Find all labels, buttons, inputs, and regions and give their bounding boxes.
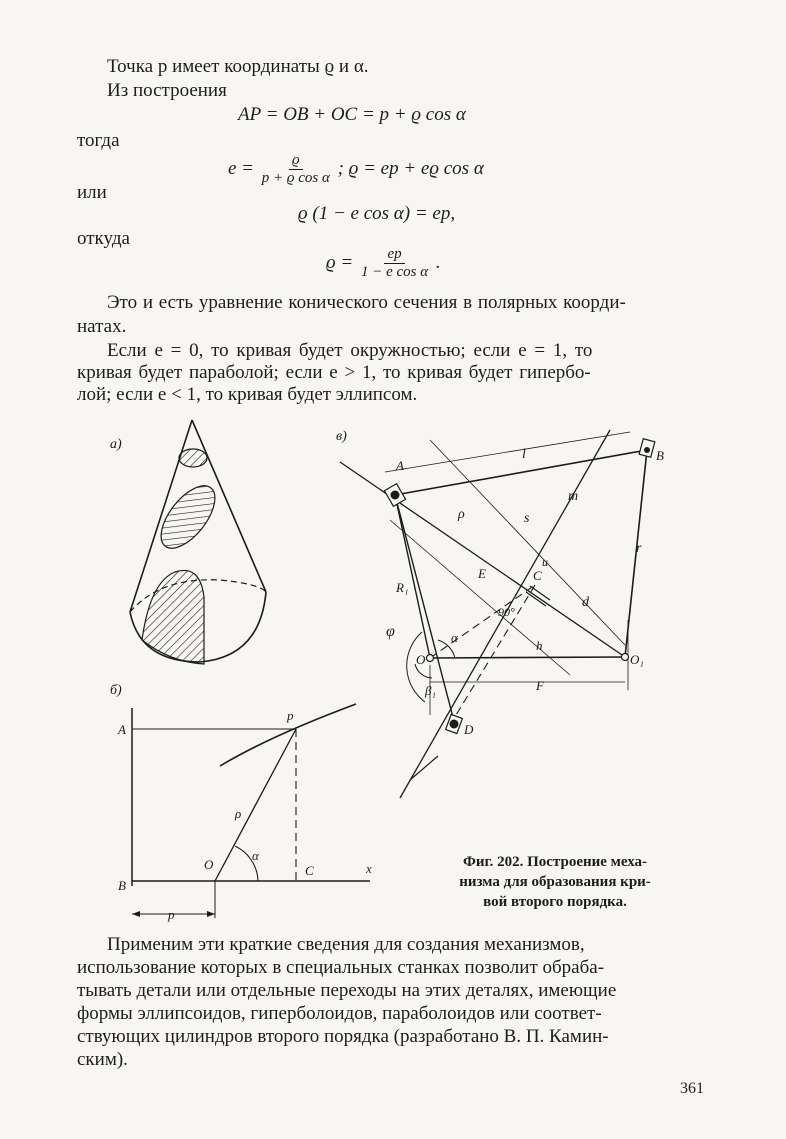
para3-line3: тывать детали или отдельные переходы на этих деталях, имеющие: [77, 980, 617, 1001]
cone-figure: [100, 412, 290, 672]
formula-final: ϱ = $\frac{ep}{\text{1 − e cos α}}$ .: [326, 246, 441, 280]
label-v: в): [336, 429, 347, 444]
mech-label-a: A: [396, 458, 404, 473]
mech-label-e: E: [478, 566, 486, 581]
mech-label-angle: 90°: [498, 605, 515, 619]
fraction-final: $\frac{ep}{\text{1 − e cos α}}$: [360, 246, 429, 280]
word-or: или: [77, 182, 107, 203]
figure-caption: Фиг. 202. Построение меха- низма для образования кри- вой второго порядка.: [459, 854, 651, 910]
graph-label-rho: ρ: [235, 806, 242, 821]
word-then: тогда: [77, 130, 120, 151]
fraction-e: $\frac{ϱ}{\text{p + ϱ cos α}}$: [261, 152, 330, 186]
mech-label-b: B: [656, 448, 664, 463]
label-b: б): [110, 683, 122, 698]
formula-ap: AP = OB + OC = p + ϱ cos α: [238, 104, 466, 125]
para2-line3: лой; если e < 1, то кривая будет эллипсом.: [77, 384, 418, 405]
mech-label-c: C: [533, 568, 542, 583]
mech-label-l: l: [522, 447, 526, 462]
mech-label-u: u: [542, 555, 548, 569]
mech-label-rho: ρ: [458, 507, 465, 522]
label-a: а): [110, 437, 122, 452]
para3-line2: использование которых в специальных станках позволит обраба-: [77, 957, 605, 978]
formula-rho: ϱ (1 − e cos α) = ep,: [298, 203, 456, 224]
graph-label-c: C: [305, 863, 314, 878]
graph-label-x: x: [366, 861, 372, 876]
mech-label-o: O: [416, 652, 426, 667]
para2-line2: кривая будет параболой; если e > 1, то кривая будет гипербо-: [77, 362, 591, 383]
mech-label-r: r: [636, 541, 642, 556]
mech-label-s: s: [524, 511, 530, 526]
word-whence: откуда: [77, 228, 130, 249]
mechanism-figure: [330, 420, 664, 800]
formula-e: e = $\frac{ϱ}{\text{p + ϱ cos α}}$ ; ϱ = ep + eϱ cos α: [228, 152, 484, 186]
para2-line1: Если e = 0, то кривая будет окружностью; если e = 1, то: [107, 340, 593, 361]
mech-label-h: h: [536, 638, 543, 653]
mech-label-phi: φ: [386, 623, 395, 640]
intro-line-1: Точка p имеет координаты ϱ и α.: [107, 56, 369, 77]
graph-label-o: O: [204, 857, 214, 872]
para1-line2: натах.: [77, 316, 127, 337]
graph-label-alpha: α: [252, 848, 259, 863]
graph-label-a: A: [118, 722, 126, 737]
mech-label-m: m: [568, 489, 579, 504]
mech-label-r1: R₁: [396, 580, 409, 595]
para3-line1: Применим эти краткие сведения для создания механизмов,: [107, 934, 585, 955]
mech-label-o1: O₁: [630, 652, 644, 667]
graph-label-b: B: [118, 878, 126, 893]
para3-line5: ствующих цилиндров второго порядка (разработано В. П. Камин-: [77, 1026, 609, 1047]
intro-line-2: Из построения: [107, 80, 227, 101]
graph-label-p-point: p: [287, 708, 294, 723]
graph-label-p-dim: p: [168, 907, 175, 922]
page-number: 361: [680, 1080, 704, 1097]
mech-label-alpha: α: [451, 630, 458, 645]
mech-label-d: d: [582, 595, 589, 610]
mech-label-d-point: D: [464, 722, 474, 737]
mech-label-beta1: β₁: [425, 683, 436, 698]
para3-line6: ским).: [77, 1049, 128, 1070]
para1-line1: Это и есть уравнение конического сечения в полярных коорди-: [107, 292, 626, 313]
para3-line4: формы эллипсоидов, гиперболоидов, параболоидов или соответ-: [77, 1003, 602, 1024]
mech-label-f: F: [536, 678, 544, 693]
